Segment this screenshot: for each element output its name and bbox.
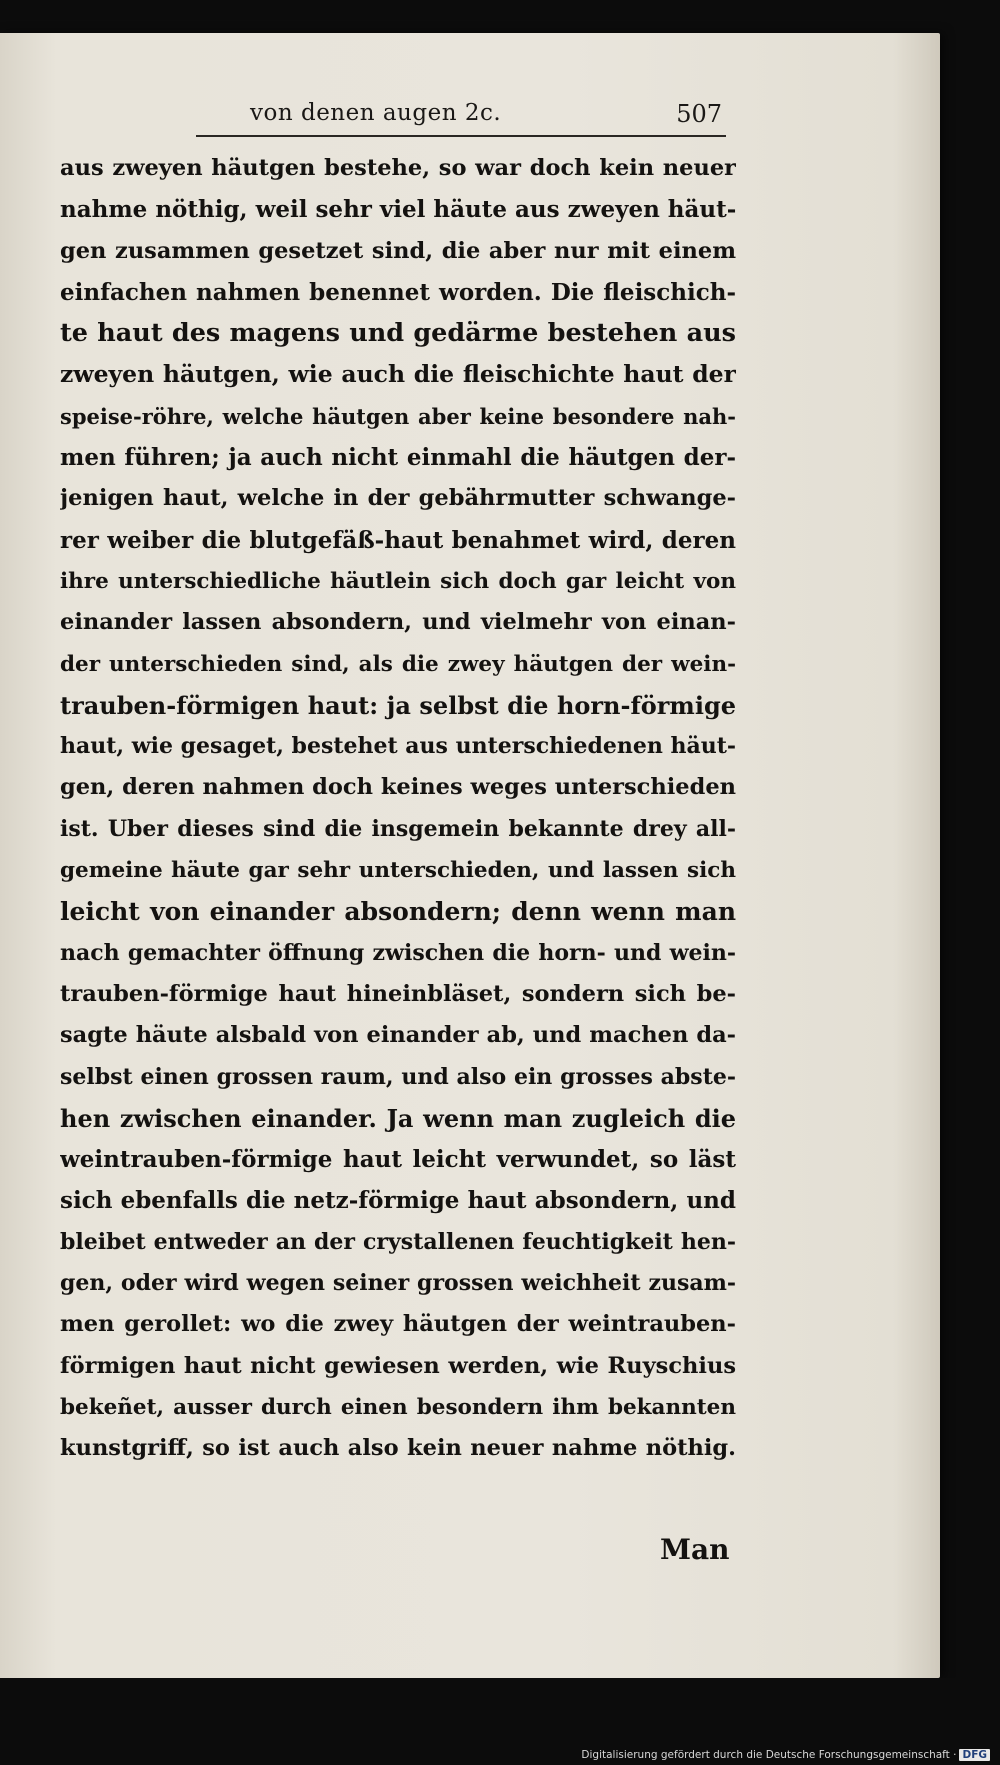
text-line: nach gemachter öffnung zwischen die horn- und wein-	[60, 939, 736, 966]
text-line: nahme nöthig, weil sehr viel häute aus zweyen häut-	[60, 196, 736, 224]
text-line: gen, deren nahmen doch keines weges unterschieden	[60, 774, 736, 801]
text-line: jenigen haut, welche in der gebährmutter schwange-	[60, 485, 736, 512]
text-line: zweyen häutgen, wie auch die fleischichte haut der	[60, 360, 736, 389]
dfg-logo-icon: DFG	[959, 1749, 990, 1761]
catchword: Man	[660, 1533, 730, 1566]
text-line: sich ebenfalls die netz-förmige haut absondern, und	[60, 1187, 736, 1215]
digitization-credit	[581, 1749, 990, 1761]
credit-text: Digitalisierung gefördert durch die Deutsche Forschungsgemeinschaft ·	[581, 1749, 957, 1761]
body-text	[60, 148, 736, 1470]
text-line: men führen; ja auch nicht einmahl die häutgen der-	[60, 444, 736, 472]
text-line: selbst einen grossen raum, und also ein grosses abste-	[60, 1063, 736, 1090]
text-line: kunstgriff, so ist auch also kein neuer nahme nöthig.	[60, 1435, 736, 1462]
page-number: 507	[676, 100, 722, 128]
text-line: trauben-förmige haut hineinbläset, sondern sich be-	[60, 980, 736, 1007]
text-line: rer weiber die blutgefäß-haut benahmet wird, deren	[60, 526, 736, 554]
text-line: der unterschieden sind, als die zwey häutgen der wein-	[60, 651, 736, 677]
running-head	[250, 100, 730, 140]
text-line: weintrauben-förmige haut leicht verwundet, so läst	[60, 1146, 736, 1174]
text-line: speise-röhre, welche häutgen aber keine besondere nah-	[60, 403, 736, 429]
running-title: von denen augen 2c.	[250, 100, 502, 126]
text-line: einfachen nahmen benennet worden. Die fleischich-	[60, 278, 736, 306]
text-line: men gerollet: wo die zwey häutgen der weintrauben-	[60, 1311, 736, 1338]
text-line: haut, wie gesaget, bestehet aus unterschiedenen häut-	[60, 733, 736, 760]
text-line: gen, oder wird wegen seiner grossen weichheit zusam-	[60, 1270, 736, 1297]
scan-bottom-margin	[0, 1678, 1000, 1765]
text-line: bleibet entweder an der crystallenen feuchtigkeit hen-	[60, 1228, 736, 1255]
text-line: ihre unterschiedliche häutlein sich doch gar leicht von	[60, 568, 736, 594]
text-line: hen zwischen einander. Ja wenn man zugleich die	[60, 1103, 736, 1133]
text-line: aus zweyen häutgen bestehe, so war doch kein neuer	[60, 155, 736, 181]
text-line: gemeine häute gar sehr unterschieden, und lassen sich	[60, 858, 736, 884]
text-line: ist. Uber dieses sind die insgemein bekannte drey all-	[60, 815, 736, 842]
text-line: leicht von einander absondern; denn wenn man	[60, 897, 736, 927]
text-line: te haut des magens und gedärme bestehen aus	[60, 318, 736, 349]
text-line: förmigen haut nicht gewiesen werden, wie Ruyschius	[60, 1352, 736, 1379]
text-line: trauben-förmigen haut: ja selbst die horn-förmige	[60, 690, 736, 720]
text-line: sagte häute alsbald von einander ab, und machen da-	[60, 1022, 736, 1049]
header-rule	[196, 135, 726, 137]
text-line: bekeñet, ausser durch einen besondern ihm bekannten	[60, 1394, 736, 1420]
text-line: gen zusammen gesetzet sind, die aber nur mit einem	[60, 237, 736, 264]
text-line: einander lassen absondern, und vielmehr von einan-	[60, 609, 736, 636]
